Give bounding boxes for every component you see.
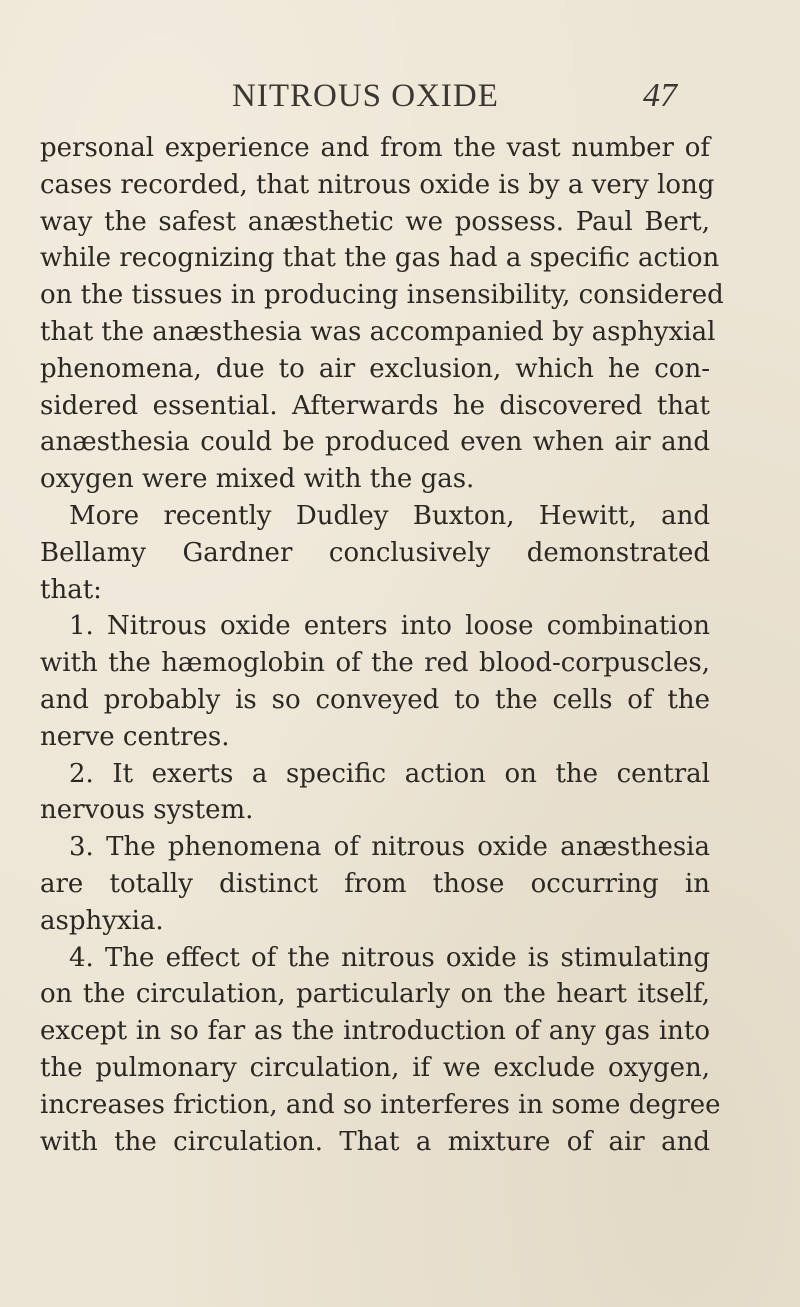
text-line: 2. It exerts a specific action on the central [69, 758, 710, 789]
text-line: with the hæmoglobin of the red blood-corpuscles, [40, 648, 710, 679]
text-line: 1. Nitrous oxide enters into loose combination [69, 611, 710, 642]
text-line: nervous system. [40, 795, 254, 826]
text-line: and probably is so conveyed to the cells of the [40, 684, 710, 715]
text-line: on the tissues in producing insensibility, considered [40, 280, 724, 311]
text-line: the pulmonary circulation, if we exclude oxygen, [40, 1052, 710, 1083]
text-line: way the safest anæsthetic we possess. Paul Bert, [40, 206, 710, 237]
text-line: nerve centres. [40, 721, 230, 752]
body-text [40, 130, 724, 1160]
text-line: phenomena, due to air exclusion, which he con- [40, 353, 710, 384]
text-line: anæsthesia could be produced even when air and [40, 427, 710, 458]
text-line: sidered essential. Afterwards he discovered that [40, 390, 710, 421]
text-line: 4. The effect of the nitrous oxide is stimulating [69, 942, 710, 973]
text-line: on the circulation, particularly on the heart itself, [40, 979, 710, 1010]
page-number: 47 [643, 77, 677, 114]
running-head [40, 74, 710, 118]
text-line: oxygen were mixed with the gas. [40, 464, 475, 495]
text-line: 3. The phenomena of nitrous oxide anæsthesia [69, 832, 710, 863]
text-line: Bellamy Gardner conclusively demonstrated [40, 537, 710, 568]
text-line: cases recorded, that nitrous oxide is by a very long [40, 169, 715, 200]
text-line: asphyxia. [40, 905, 164, 936]
text-line: More recently Dudley Buxton, Hewitt, and [69, 500, 710, 531]
text-line: personal experience and from the vast number of [40, 133, 710, 163]
text-line: while recognizing that the gas had a specific action [40, 243, 720, 274]
running-title: NITROUS OXIDE [232, 78, 499, 114]
text-line: are totally distinct from those occurring in [40, 868, 710, 899]
text-line: except in so far as the introduction of any gas into [40, 1016, 710, 1047]
text-line: increases friction, and so interferes in some degree [40, 1089, 721, 1120]
text-line: that the anæsthesia was accompanied by asphyxial [40, 316, 716, 347]
text-line: with the circulation. That a mixture of air and [40, 1126, 710, 1157]
text-line: that: [40, 574, 102, 605]
